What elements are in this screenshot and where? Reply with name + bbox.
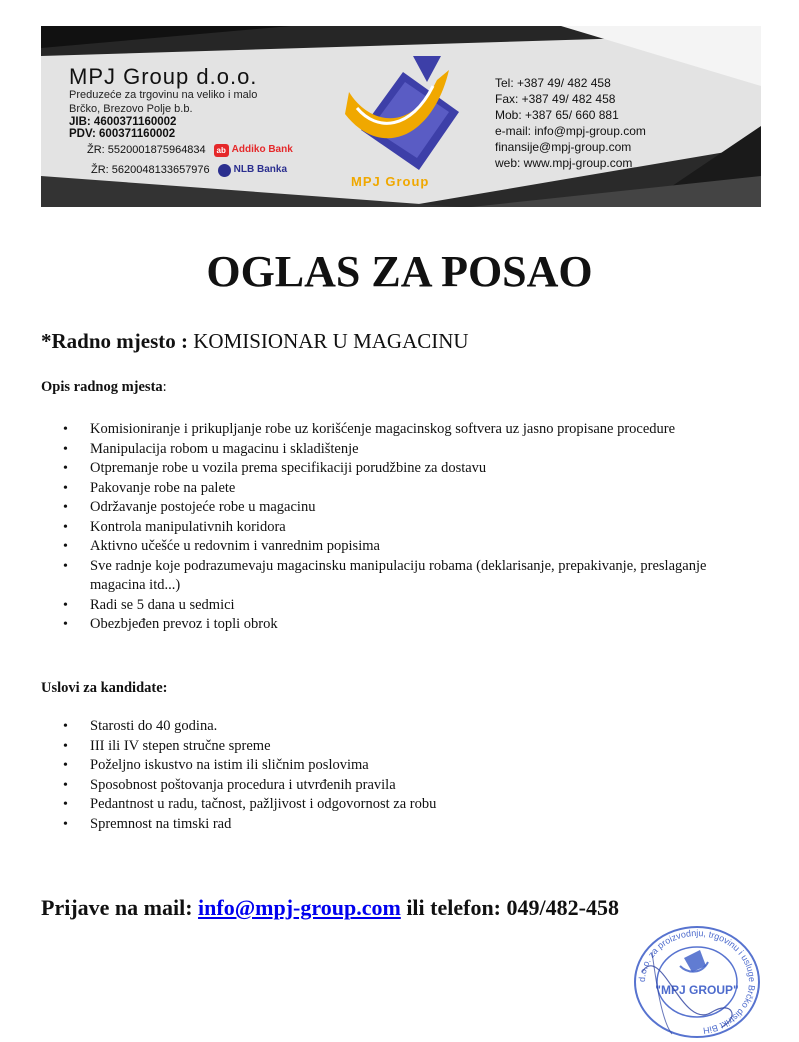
bank-account-number: ŽR: 5620048133657976 xyxy=(91,164,210,176)
addiko-logo-icon: ab xyxy=(214,144,229,157)
list-item: • Spremnost na timski rad xyxy=(41,815,761,835)
email-link[interactable]: info@mpj-group.com xyxy=(198,895,401,920)
list-item: • Pakovanje robe na palete xyxy=(41,479,761,499)
list-item: • Aktivno učešće u redovnim i vanrednim popisima xyxy=(41,537,761,557)
list-item: • Poželjno iskustvo na istim ili sličnim poslovima xyxy=(41,756,761,776)
company-info xyxy=(69,66,293,180)
company-description: Preduzeće za trgovinu na veliko i malo xyxy=(69,89,258,101)
company-pdv: PDV: 600371160002 xyxy=(69,128,176,140)
job-position-label: *Radno mjesto : xyxy=(41,329,188,353)
stamp-center-text: "MPJ GROUP" xyxy=(655,983,739,997)
list-item: • Radi se 5 dana u sedmici xyxy=(41,596,761,616)
description-heading-colon: : xyxy=(162,379,167,395)
bank-account-number: ŽR: 5520001875964834 xyxy=(87,144,206,156)
contact-finance-email: finansije@mpj-group.com xyxy=(495,140,632,154)
contact-email: e-mail: info@mpj-group.com xyxy=(495,124,646,138)
bank-name: NLB Banka xyxy=(233,164,288,175)
logo-text: MPJ Group xyxy=(351,174,430,189)
list-item: • Pedantnost u radu, tačnost, pažljivost i odgovornost za robu xyxy=(41,795,761,815)
bank-logo xyxy=(214,140,293,160)
list-item: • Sposobnost poštovanja procedura i utvrđenih pravila xyxy=(41,776,761,796)
description-heading xyxy=(41,377,167,397)
bank-account-row xyxy=(69,140,293,160)
list-item: • Otpremanje robe u vozila prema specifikaciji porudžbine za dostavu xyxy=(41,459,761,479)
company-name: MPJ Group d.o.o. xyxy=(69,64,258,89)
list-item: • Sve radnje koje podrazumevaju magacinsku manipulaciju robama (deklarisanje, prepakivanje, preslaganje magacina itd...) xyxy=(41,557,761,596)
apply-suffix: ili telefon: 049/482-458 xyxy=(400,895,619,920)
conditions-heading: Uslovi za kandidate: xyxy=(41,680,168,696)
list-item: • Kontrola manipulativnih koridora xyxy=(41,518,761,538)
job-position-value: KOMISIONAR U MAGACINU xyxy=(193,329,469,353)
bank-logo xyxy=(218,160,287,180)
stamp-ring-text: d.o.o. za proizvodnju, trgovinu i usluge Brčko distrikt BiH xyxy=(636,927,758,1036)
company-address: Brčko, Brezovo Polje b.b. xyxy=(69,103,193,115)
list-item: • Komisioniranje i prikupljanje robe uz korišćenje magacinskog softvera uz jasno propisane procedure xyxy=(41,420,761,440)
page-title: OGLAS ZA POSAO xyxy=(206,247,593,296)
list-item: • III ili IV stepen stručne spreme xyxy=(41,737,761,757)
description-list xyxy=(41,420,761,635)
contact-info xyxy=(495,75,646,171)
list-item: • Manipulacija robom u magacinu i skladištenje xyxy=(41,440,761,460)
contact-phone: Tel: +387 49/ 482 458 xyxy=(495,76,611,90)
description-heading-text: Opis radnog mjesta xyxy=(41,379,163,395)
contact-fax: Fax: +387 49/ 482 458 xyxy=(495,92,616,106)
conditions-list xyxy=(41,717,761,834)
contact-web: web: www.mpj-group.com xyxy=(495,156,633,170)
application-info xyxy=(41,893,619,923)
nlb-logo-icon xyxy=(218,164,231,177)
contact-mobile: Mob: +387 65/ 660 881 xyxy=(495,108,619,122)
company-stamp-icon xyxy=(622,922,772,1040)
bank-name: Addiko Bank xyxy=(231,144,293,155)
list-item: • Održavanje postojeće robe u magacinu xyxy=(41,498,761,518)
company-jib: JIB: 4600371160002 xyxy=(69,116,177,128)
apply-prefix: Prijave na mail: xyxy=(41,895,199,920)
bank-account-row xyxy=(69,160,293,180)
job-position xyxy=(41,327,469,355)
list-item: • Starosti do 40 godina. xyxy=(41,717,761,737)
list-item: • Obezbjeđen prevoz i topli obrok xyxy=(41,615,761,635)
letterhead xyxy=(41,26,761,207)
mpj-logo-icon xyxy=(341,52,471,172)
